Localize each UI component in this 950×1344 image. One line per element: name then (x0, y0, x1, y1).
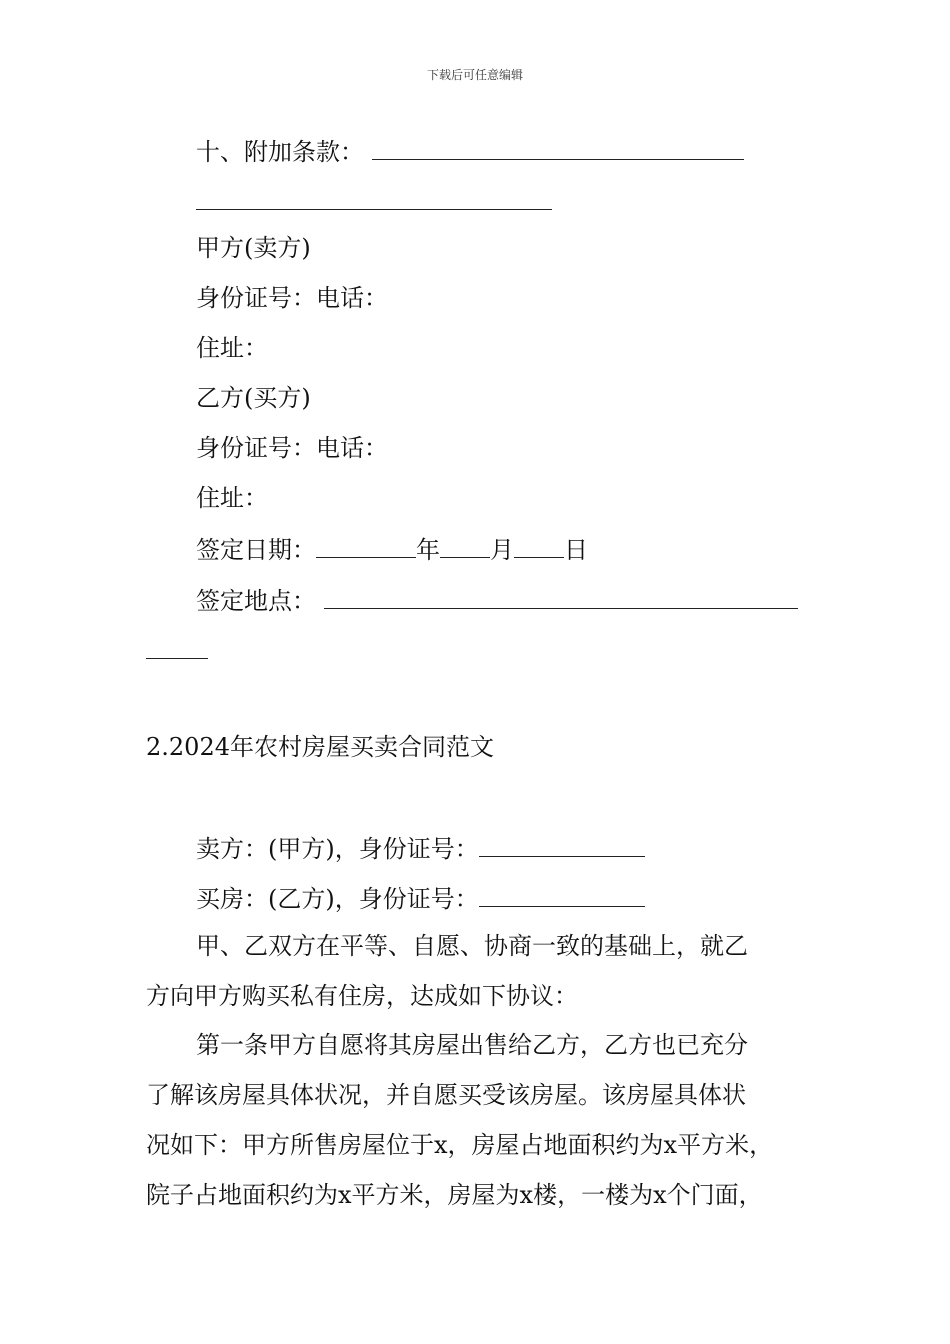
paragraph-2-line-3: 况如下：甲方所售房屋位于x，房屋占地面积约为x平方米， (146, 1131, 774, 1159)
party-b-id-phone: 身份证号：电话： (196, 434, 388, 462)
party-a-id-phone: 身份证号：电话： (196, 284, 388, 312)
sign-place-line (196, 584, 798, 616)
day-blank (514, 533, 564, 558)
month-label: 月 (490, 536, 514, 564)
paragraph-1-line-2: 方向甲方购买私有住房，达成如下协议： (146, 982, 578, 1010)
additional-clause-line (196, 135, 744, 167)
sign-place-label: 签定地点： (196, 587, 316, 615)
buyer-id-blank (479, 882, 645, 907)
paragraph-2-line-1: 第一条甲方自愿将其房屋出售给乙方，乙方也已充分 (196, 1031, 748, 1059)
seller-id-blank (479, 832, 645, 857)
additional-clause-blank (372, 135, 744, 160)
page-header: 下载后可任意编辑 (426, 68, 523, 82)
sign-date-label: 签定日期： (196, 536, 316, 564)
party-b-address: 住址： (196, 484, 268, 512)
party-b-title: 乙方(买方) (196, 384, 311, 412)
month-blank (440, 533, 490, 558)
paragraph-2-line-4: 院子占地面积约为x平方米，房屋为x楼，一楼为x个门面， (146, 1181, 763, 1209)
year-blank (316, 533, 416, 558)
party-a-title: 甲方(卖方) (196, 234, 311, 262)
seller-label: 卖方：(甲方)，身份证号： (196, 835, 479, 863)
party-a-address: 住址： (196, 334, 268, 362)
section-title: 2.2024年农村房屋买卖合同范文 (146, 733, 494, 761)
sign-place-continuation (146, 634, 208, 666)
seller-line (196, 832, 645, 864)
year-label: 年 (416, 536, 440, 564)
additional-clause-label: 十、附加条款： (196, 138, 364, 166)
buyer-label: 买房：(乙方)，身份证号： (196, 885, 479, 913)
paragraph-1-line-1: 甲、乙双方在平等、自愿、协商一致的基础上，就乙 (196, 932, 748, 960)
additional-clause-blank-2 (196, 185, 552, 210)
additional-clause-continuation (196, 185, 552, 217)
paragraph-2-line-2: 了解该房屋具体状况，并自愿买受该房屋。该房屋具体状 (146, 1081, 746, 1109)
day-label: 日 (564, 536, 588, 564)
sign-place-blank (324, 584, 798, 609)
buyer-line (196, 882, 645, 914)
sign-date-line (196, 533, 588, 565)
sign-place-blank-2 (146, 634, 208, 659)
